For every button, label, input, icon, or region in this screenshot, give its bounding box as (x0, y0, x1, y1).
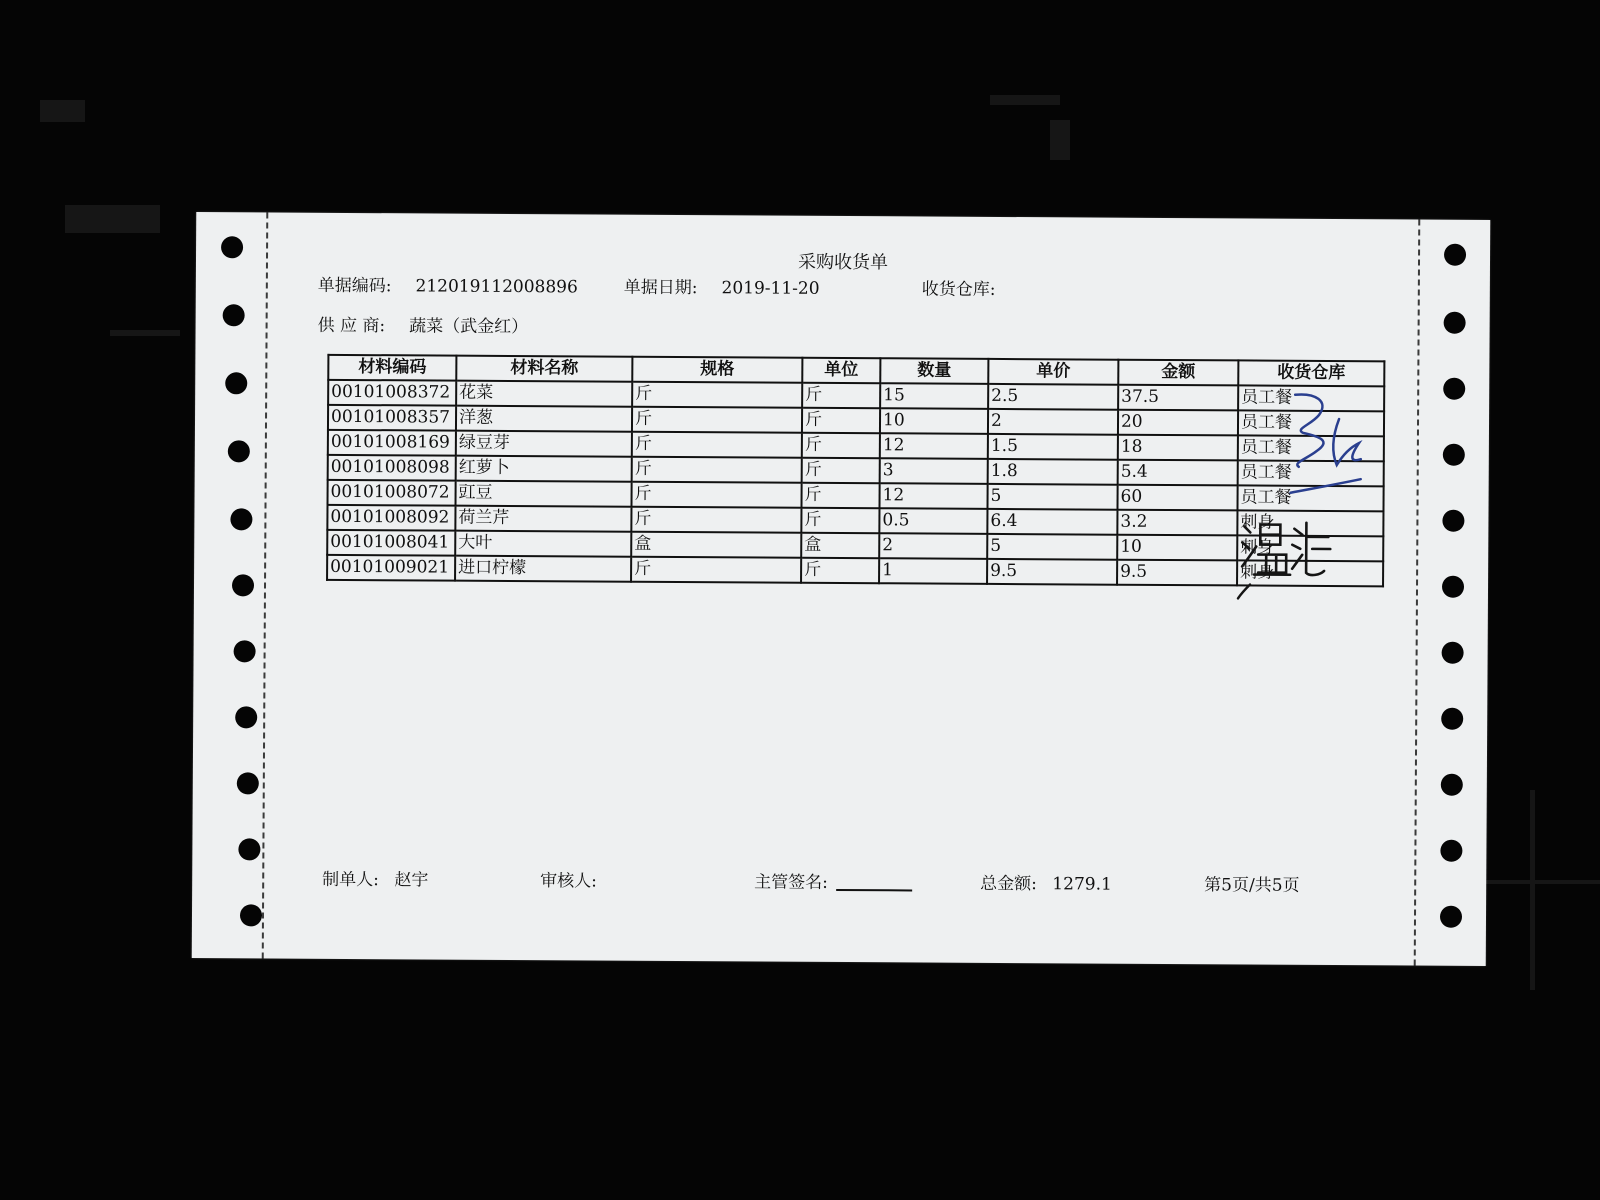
supplier-field (318, 311, 529, 337)
table-cell: 0.5 (879, 508, 987, 534)
table-cell: 12 (880, 433, 988, 459)
table-cell: 斤 (631, 507, 801, 533)
column-header: 金额 (1118, 360, 1238, 386)
table-cell: 员工餐 (1238, 460, 1384, 486)
table-cell: 00101009021 (327, 555, 455, 581)
table-cell: 18 (1118, 435, 1238, 461)
supplier-value: 蔬菜（武金红） (409, 316, 529, 338)
sprocket-hole (1442, 642, 1464, 664)
table-cell: 3.2 (1117, 510, 1237, 536)
supervisor-label: 主管签名: (754, 872, 828, 893)
table-cell: 2 (879, 533, 987, 559)
doc-date-value: 2019-11-20 (721, 278, 820, 299)
table-cell: 9.5 (987, 559, 1117, 585)
table-cell: 刺身 (1237, 510, 1383, 536)
table-cell: 00101008041 (327, 530, 455, 556)
receipt-paper (192, 212, 1491, 966)
table-cell: 盒 (801, 533, 879, 558)
doc-number-field (318, 271, 578, 298)
perforation-line-left (262, 212, 269, 958)
sprocket-hole (1443, 378, 1465, 400)
table-cell: 5 (987, 484, 1117, 510)
sprocket-hole (1440, 906, 1462, 928)
doc-date-field (624, 273, 820, 299)
table-cell: 1 (879, 558, 987, 584)
table-cell: 00101008169 (328, 430, 456, 456)
table-cell: 洋葱 (456, 406, 632, 432)
sprocket-hole (235, 706, 257, 728)
sprocket-hole (1441, 774, 1463, 796)
sprocket-hole (238, 838, 260, 860)
table-cell: 进口柠檬 (455, 556, 631, 582)
sprocket-hole (1442, 576, 1464, 598)
items-table (326, 354, 1385, 587)
column-header: 材料名称 (456, 356, 632, 382)
table-cell: 斤 (631, 557, 801, 583)
table-cell: 12 (879, 483, 987, 509)
supplier-label: 供 应 商: (317, 315, 386, 337)
supervisor-field (754, 867, 912, 893)
table-cell: 刺身 (1237, 535, 1383, 561)
table-cell: 员工餐 (1238, 435, 1384, 461)
sprocket-hole (228, 440, 250, 462)
table-cell: 2.5 (988, 384, 1118, 410)
warehouse-label: 收货仓库: (921, 279, 996, 300)
sprocket-hole (240, 904, 262, 926)
table-cell: 斤 (632, 407, 802, 433)
table-cell: 大叶 (455, 531, 631, 557)
sprocket-hole (234, 640, 256, 662)
table-cell: 斤 (631, 482, 801, 508)
table-cell: 00101008072 (328, 480, 456, 506)
table-cell: 9.5 (1117, 560, 1237, 586)
sprocket-hole (223, 304, 245, 326)
column-header: 单价 (988, 359, 1118, 385)
table-cell: 豇豆 (456, 481, 632, 507)
sprocket-hole (1442, 510, 1464, 532)
doc-date-label: 单据日期: (623, 277, 698, 299)
table-cell: 员工餐 (1238, 385, 1384, 411)
table-cell: 员工餐 (1237, 485, 1383, 511)
table-cell: 荷兰芹 (455, 506, 631, 532)
total-label: 总金额: (980, 873, 1037, 895)
table-cell: 20 (1118, 410, 1238, 436)
table-cell: 5 (987, 534, 1117, 560)
warehouse-field (922, 274, 1020, 300)
table-cell: 斤 (632, 432, 802, 458)
table-cell: 盒 (631, 532, 801, 558)
table-cell: 10 (880, 408, 988, 434)
table-cell: 斤 (802, 408, 880, 433)
sprocket-hole (1444, 312, 1466, 334)
sprocket-hole (230, 508, 252, 530)
table-cell: 00101008092 (327, 505, 455, 531)
table-cell: 斤 (802, 383, 880, 408)
doc-number-label: 单据编码: (317, 275, 392, 297)
maker-value: 赵宇 (394, 870, 429, 891)
table-cell: 斤 (632, 457, 802, 483)
table-cell: 37.5 (1118, 385, 1238, 411)
table-cell: 斤 (801, 558, 879, 583)
handwritten-signature-blue (1280, 389, 1381, 510)
table-cell: 3 (880, 458, 988, 484)
column-header: 数量 (880, 358, 988, 384)
table-cell: 15 (880, 383, 988, 409)
total-value: 1279.1 (1052, 874, 1112, 895)
document-title: 采购收货单 (797, 251, 889, 274)
sprocket-hole (1441, 708, 1463, 730)
supervisor-signature-line (836, 889, 912, 891)
total-field (980, 869, 1112, 895)
maker-field (322, 865, 428, 891)
reviewer-label: 审核人: (540, 871, 598, 892)
perforation-line-right (1414, 220, 1421, 966)
table-cell: 10 (1117, 535, 1237, 561)
table-cell: 00101008098 (328, 455, 456, 481)
table-cell: 斤 (802, 433, 880, 458)
column-header: 材料编码 (328, 355, 456, 381)
sprocket-hole (1440, 840, 1462, 862)
maker-label: 制单人: (322, 869, 380, 891)
table-cell: 斤 (632, 382, 802, 408)
sprocket-hole (237, 772, 259, 794)
sprocket-hole (225, 372, 247, 394)
table-cell: 5.4 (1118, 460, 1238, 486)
table-cell: 斤 (801, 483, 879, 508)
handwritten-signature-black (1236, 514, 1337, 605)
table-cell: 00101008357 (328, 405, 456, 431)
sprocket-hole (232, 574, 254, 596)
column-header: 单位 (802, 358, 880, 383)
doc-number-value: 212019112008896 (415, 276, 578, 298)
table-cell: 2 (988, 409, 1118, 435)
table-cell: 6.4 (987, 509, 1117, 535)
table-cell: 60 (1117, 485, 1237, 511)
table-cell: 红萝卜 (456, 456, 632, 482)
reviewer-field (540, 866, 597, 891)
table-row (327, 555, 1383, 586)
sprocket-hole (1443, 444, 1465, 466)
table-cell: 员工餐 (1238, 410, 1384, 436)
column-header: 规格 (632, 357, 802, 383)
table-cell: 00101008372 (328, 380, 456, 406)
column-header: 收货仓库 (1238, 360, 1384, 386)
table-cell: 1.8 (988, 459, 1118, 485)
table-cell: 1.5 (988, 434, 1118, 460)
table-cell: 绿豆芽 (456, 431, 632, 457)
table-cell: 刺身 (1237, 560, 1383, 586)
table-cell: 花菜 (456, 381, 632, 407)
table-cell: 斤 (802, 458, 880, 483)
table-cell: 斤 (801, 508, 879, 533)
page-indicator: 第5页/共5页 (1204, 875, 1300, 896)
